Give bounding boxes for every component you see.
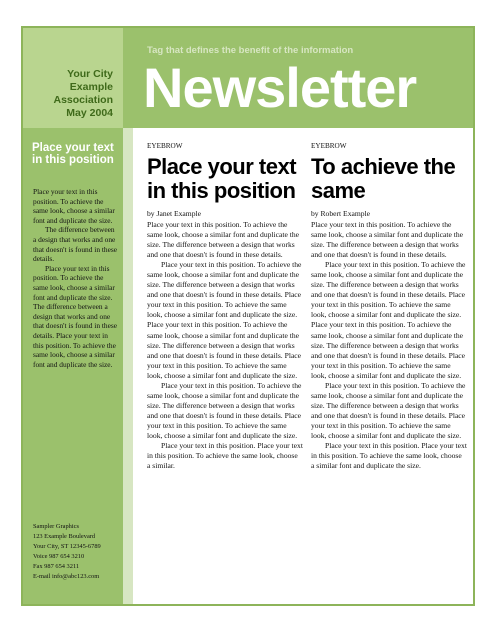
article-headline: Place your text in this position [147,154,297,203]
organization-line: Association [53,94,113,106]
article-paragraph: Place your text in this position. Place your text in this position. To achieve the same look, choose a similar font and duplicate the size. [311,441,467,471]
article-paragraph: Place your text in this position. To achieve the same look, choose a similar font and duplicate the size. The difference between a design that works and one that doesn't is found in these details. [311,220,464,260]
article-column-2 [311,142,467,471]
article-eyebrow: EYEBROW [311,142,347,150]
sidebar-title: Place your text in this position [32,142,114,166]
sidebar-paragraph: Place your text in this position. To achieve the same look, choose a similar font and duplicate the size. The difference between a design that works and one that doesn't is found in these details. Place your text in this position. To achieve the same look, choose a similar font and duplicate the size. [33,263,118,369]
article-paragraph: Place your text in this position. To achieve the same look, choose a similar font and duplicate the size. The difference between a design that works and one that doesn't is found in these details. Place your text in this position. To achieve the same look, choose a similar font and duplicate the size. [147,380,302,440]
contact-address: 123 Example Boulevard [33,533,96,540]
masthead-title: Newsletter [143,56,417,119]
issue-date: May 2004 [66,107,113,119]
article-byline: by Janet Example [147,209,201,218]
organization-line: Your City [67,68,113,80]
article-byline: by Robert Example [311,209,371,218]
article-body [147,220,303,471]
contact-city: Your City, ST 12345-6789 [33,543,101,550]
contact-fax: Fax 987 654 3211 [33,563,80,570]
article-paragraph: Place your text in this position. To achieve the same look, choose a similar font and duplicate the size. The difference between a design that works and one that doesn't is found in these details. Place your text in this position. To achieve the same look, choose a similar font and duplicate the size. Place your text in this position. To achieve the same look, choose a similar font and duplicate the size. The difference between a design that works and one that doesn't is found in these details. Place your text in this position. To achieve the same look, choose a similar font and duplicate the size. [311,260,466,380]
article-eyebrow: EYEBROW [147,142,183,150]
contact-voice: Voice 987 654 3210 [33,553,85,560]
sidebar-text [33,187,119,369]
contact-block [33,522,123,582]
sidebar-paragraph: Place your text in this position. To achieve the same look, choose a similar font and duplicate the size. [33,187,115,225]
article-paragraph: Place your text in this position. Place your text in this position. To achieve the same look, choose a similar. [147,441,303,471]
contact-company: Sampler Graphics [33,523,79,530]
tagline: Tag that defines the benefit of the information [147,45,354,56]
article-headline: To achieve the same [311,154,456,203]
article-paragraph: Place your text in this position. To achieve the same look, choose a similar font and duplicate the size. The difference between a design that works and one that doesn't is found in these details. Place your text in this position. To achieve the same look, choose a similar font and duplicate the size. Place your text in this position. To achieve the same look, choose a similar font and duplicate the size. The difference between a design that works and one that doesn't is found in these details. Place your text in this position. To achieve the same look, choose a similar font and duplicate the size. [147,260,302,380]
sidebar-paragraph: The difference between a design that works and one that doesn't is found in these details. [33,225,118,264]
organization-block [43,68,113,120]
sidebar-divider-strip [123,128,133,604]
newsletter-page [21,26,475,606]
article-paragraph: Place your text in this position. To achieve the same look, choose a similar font and duplicate the size. The difference between a design that works and one that doesn't is found in these details. Place your text in this position. To achieve the same look, choose a similar font and duplicate the size. [311,380,466,440]
contact-email: E-mail info@abc123.com [33,573,100,580]
article-paragraph: Place your text in this position. To achieve the same look, choose a similar font and duplicate the size. The difference between a design that works and one that doesn't is found in these details. [147,220,300,260]
organization-line: Example [69,81,113,93]
article-column-1 [147,142,303,471]
article-body [311,220,467,471]
